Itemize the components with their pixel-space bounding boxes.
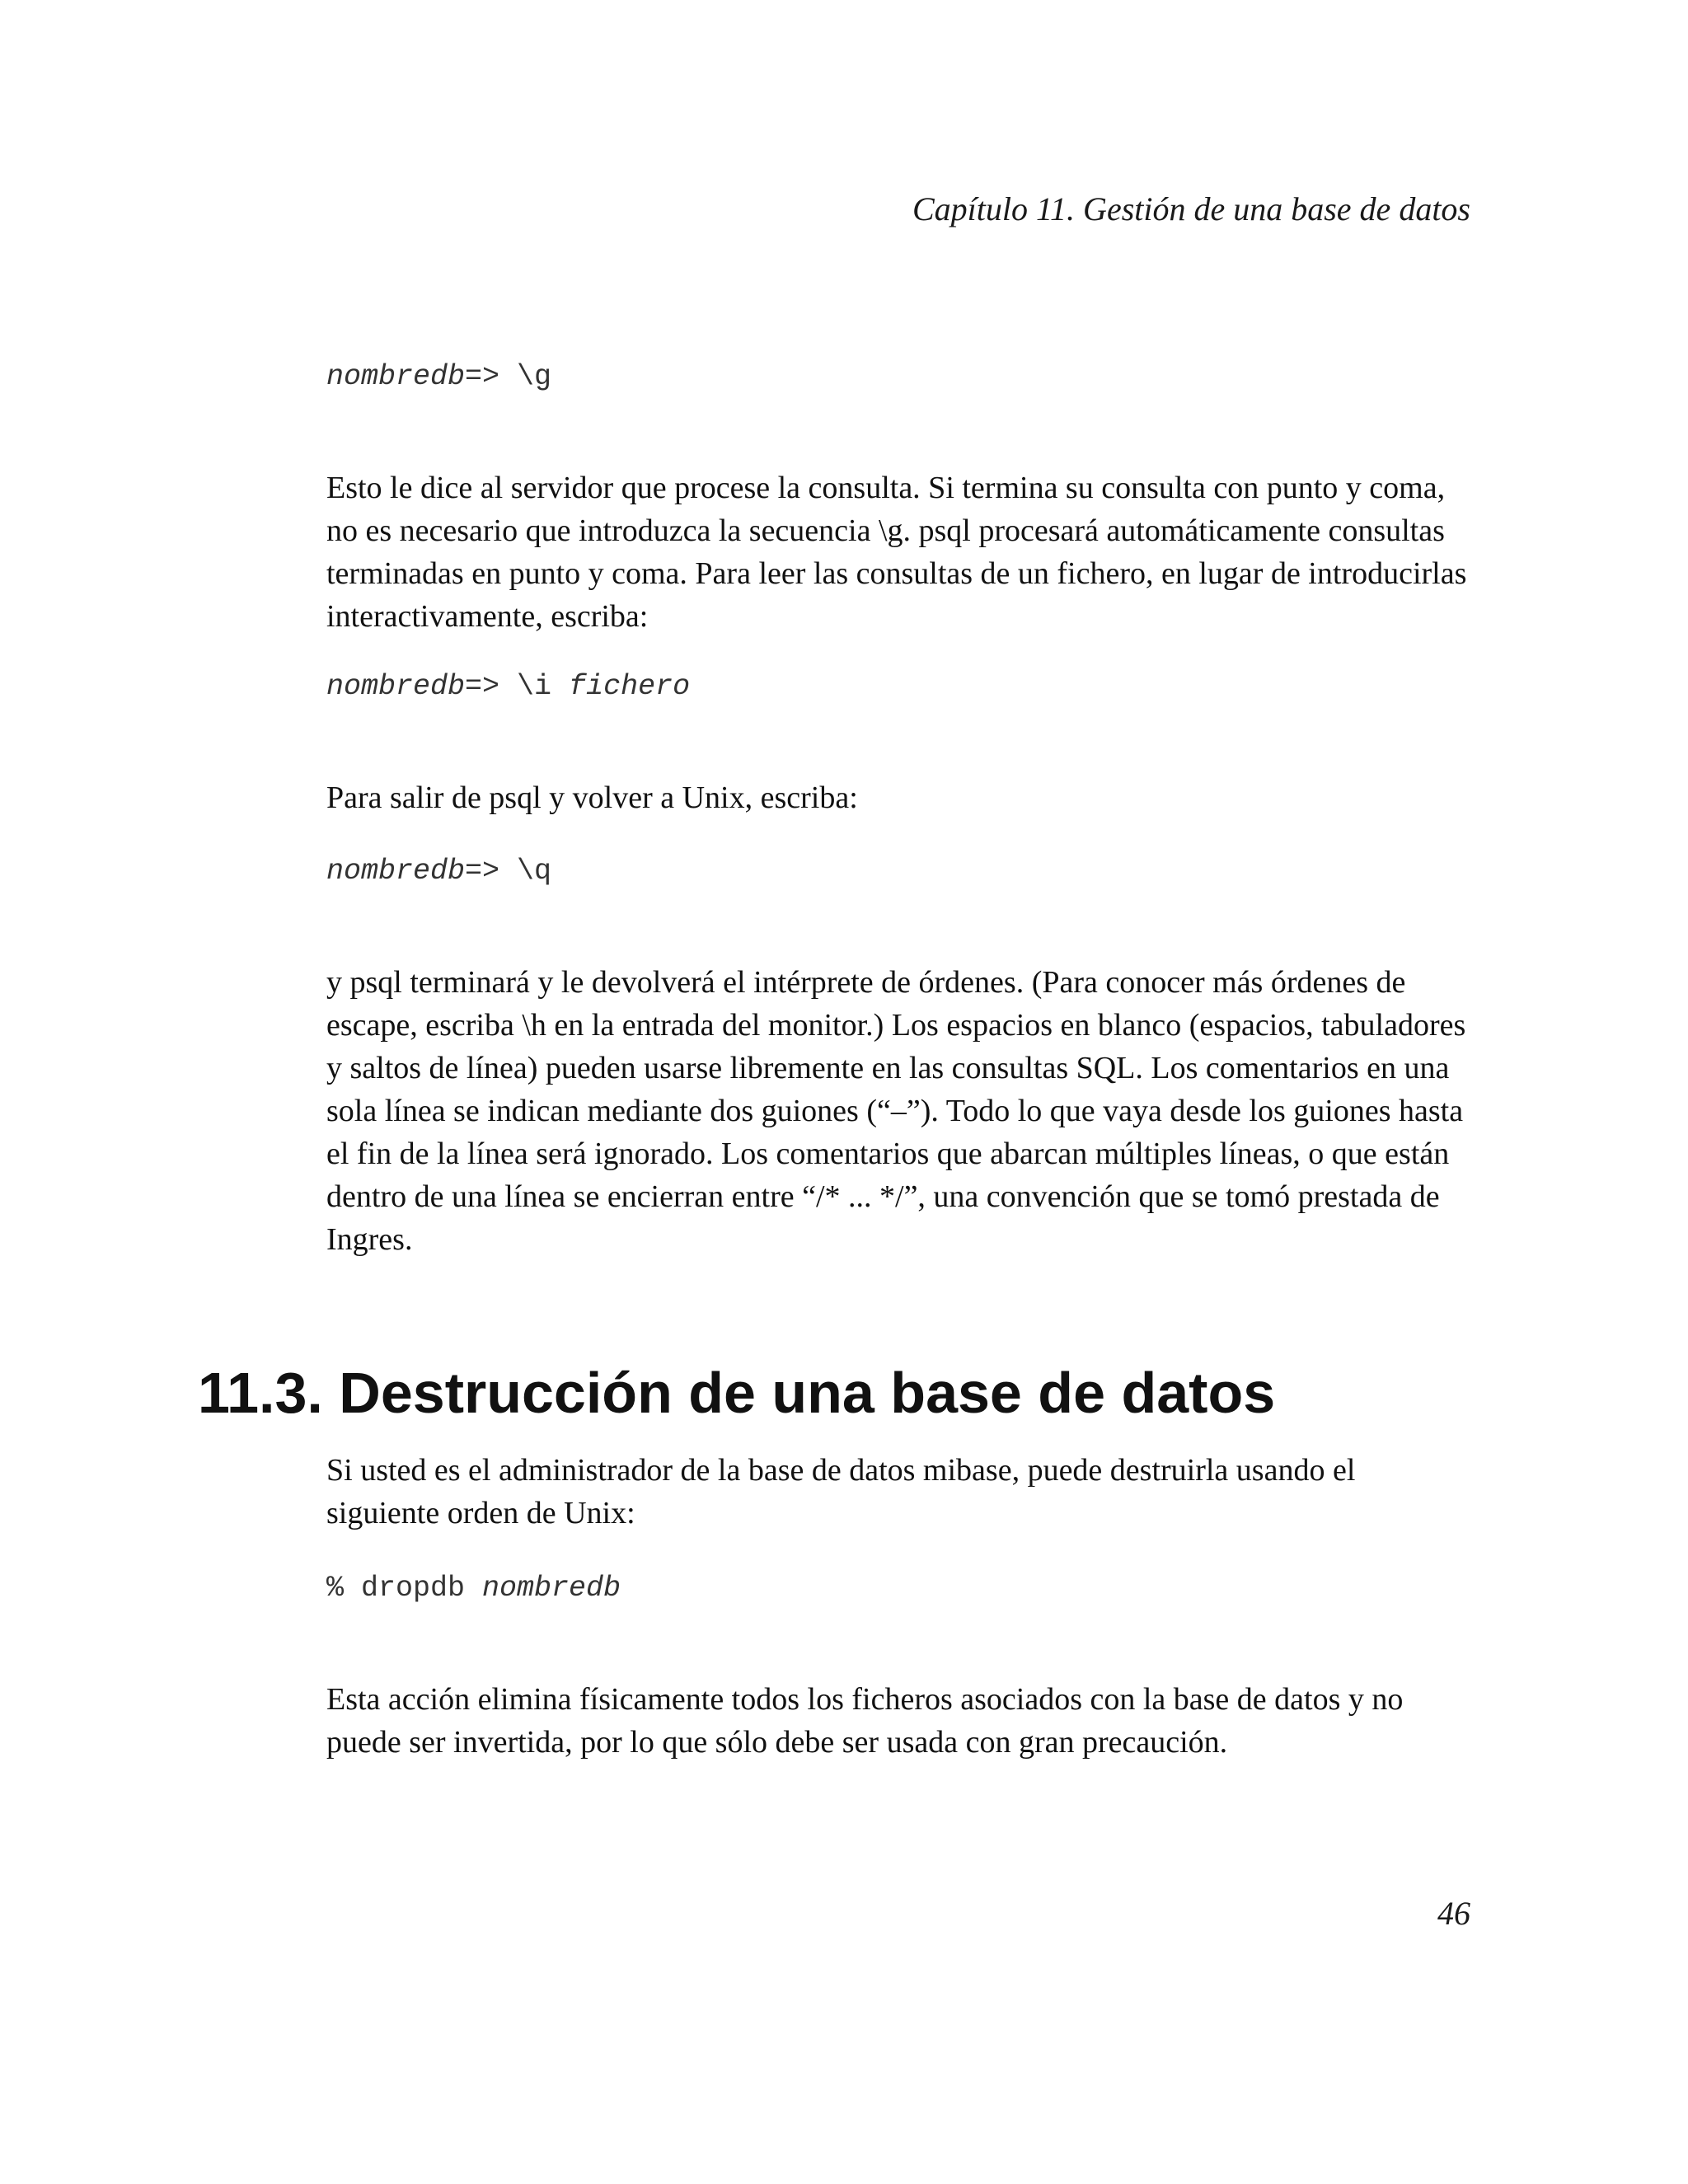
code-block-g [326,356,1474,397]
paragraph-whitespace-comments: y psql terminará y le devolverá el intérprete de órdenes. (Para conocer más órdenes de escape, escriba \h en la entrada del monitor.) Los espacios en blanco (espacios, tabuladores y saltos de línea) pueden usarse libremente en las consultas SQL. Los comentarios en una sola línea se indican mediante dos guiones (“–”). Todo lo que vaya desde los guiones hasta el fin de la línea será ignorado. Los comentarios que abarcan múltiples líneas, o que están dentro de una línea se encierran entre “/* ... */”, una convención que se tomó prestada de Ingres. [326,965,1466,1257]
code-argument: fichero [569,670,691,703]
page-number: 46 [1437,1895,1470,1932]
paragraph-warning: Esta acción elimina físicamente todos los ficheros asociados con la base de datos y no puede ser invertida, por lo que sólo debe ser usada con gran precaución. [326,1682,1404,1760]
running-header: Capítulo 11. Gestión de una base de datos [912,190,1470,227]
paragraph-admin-destroy: Si usted es el administrador de la base de datos mibase, puede destruirla usando el siguiente orden de Unix: [326,1453,1356,1530]
code-prompt: nombredb [326,855,466,888]
code-command: => \g [465,360,552,393]
code-block-i [326,666,1474,707]
code-block-dropdb [326,1568,1474,1609]
code-command: % dropdb [326,1572,483,1605]
section-heading: 11.3. Destrucción de una base de datos [198,1361,1276,1425]
code-command: => \i [465,670,570,703]
code-argument: nombredb [482,1572,621,1605]
paragraph-process-query: Esto le dice al servidor que procese la consulta. Si termina su consulta con punto y coma, no es necesario que introduzca la secuencia \g. psql procesará automáticamente consultas terminadas en punto y coma. Para leer las consultas de un fichero, en lugar de introducirlas interactivamente, escriba: [326,471,1467,634]
code-block-q [326,851,1474,892]
paragraph-exit-psql: Para salir de psql y volver a Unix, escriba: [326,780,858,815]
code-prompt: nombredb [326,670,466,703]
code-prompt: nombredb [326,360,466,393]
code-command: => \q [465,855,552,888]
